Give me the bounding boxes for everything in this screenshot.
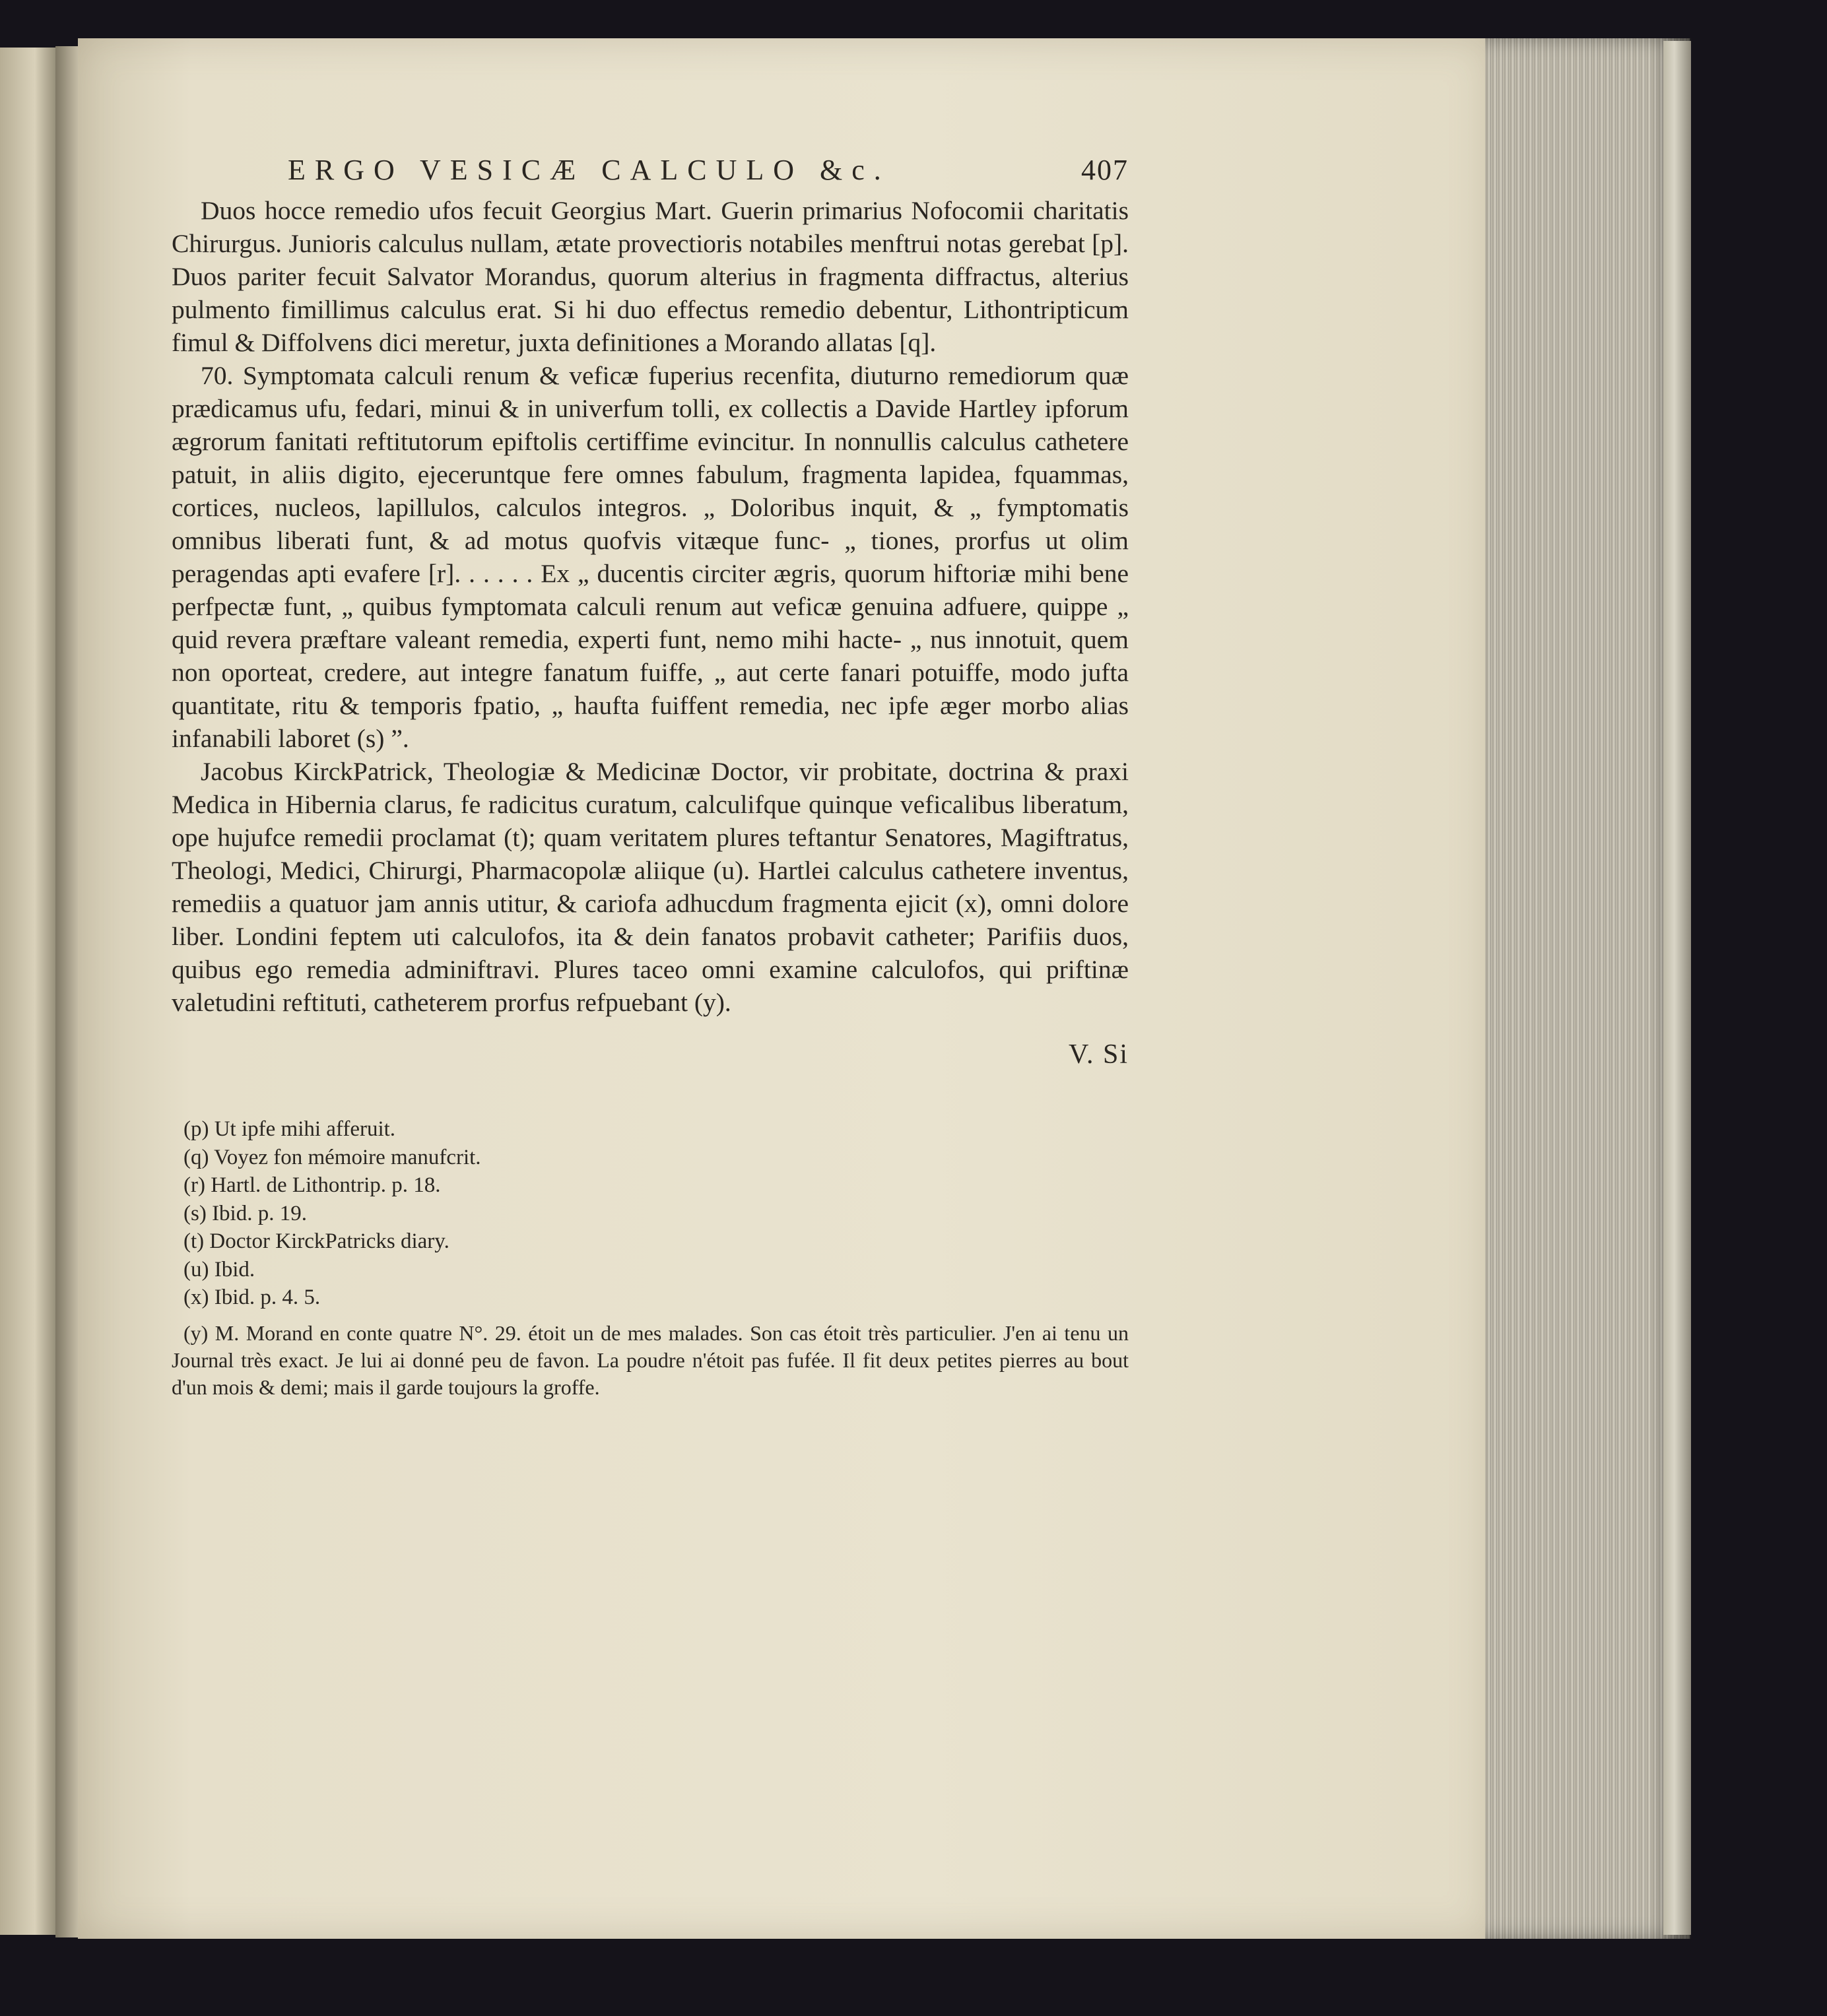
footnote-r: (r) Hartl. de Lithontrip. p. 18. <box>183 1173 441 1197</box>
paragraph-70-symptomata: 70. Symptomata calculi renum & veficæ fuperius recenfita, diuturno remediorum quæ prædicamus ufu, fedari, minui & in univerfum tolli, ex collectis a Davide Hartley ipforum ægrorum fanitati reftitutorum epiftolis certiffime evincitur. In nonnullis calculus cathetere patuit, in aliis digito, ejeceruntque fere omnes fabulum, fragmenta lapidea, fquammas, cortices, nucleos, lapillulos, calculos integros. „ Doloribus inquit, & „ fymptomatis omnibus liberati funt, & ad motus quofvis vitæque func- „ tiones, prorfus ut olim peragendas apti evafere [r]. . . . . . Ex „ ducentis circiter ægris, quorum hiftoriæ mihi bene perfpectæ funt, „ quibus fymptomata calculi renum aut veficæ genuina adfuere, quippe „ quid revera præftare valeant remedia, experti funt, nemo mihi hacte- „ nus innotuit, quem non oporteat, credere, aut integre fanatum fuiffe, „ aut certe fanari potuiffe, modo jufta quantitate, ritu & temporis fpatio, „ haufta fuiffent remedia, nec ipfe æger morbo alias infanabili laboret (s) ”. <box>172 361 1129 753</box>
paragraph-guerin-morand: Duos hocce remedio ufos fecuit Georgius Mart. Guerin primarius Nofocomii charitatis Chirurgus. Junioris calculus nullam, ætate provectioris notabiles menftrui notas gerebat [p]. Duos pariter fecuit Salvator Morandus, quorum alterius in fragmenta diffractus, alterius pulmento fimillimus calculus erat. Si hi duo effectus remedio debentur, Lithontripticum fimul & Diffolvens dici meretur, juxta definitiones a Morando allatas [q]. <box>172 196 1129 357</box>
footnote-s: (s) Ibid. p. 19. <box>183 1201 307 1225</box>
paragraph-kirckpatrick: Jacobus KirckPatrick, Theologiæ & Medicinæ Doctor, vir probitate, doctrina & praxi Medica in Hibernia clarus, fe radicitus curatum, calculifque quinque veficalibus liberatum, ope hujufce remedii proclamat (t); quam veritatem plures teftantur Senatores, Magiftratus, Theologi, Medici, Chirurgi, Pharmacopolæ aliique (u). Hartlei calculus cathetere inventus, remediis a quatuor jam annis utitur, & cariofa adhucdum fragmenta ejicit (x), omni dolore liber. Londini feptem uti calculofos, ita & dein fanatos probavit catheter; Parifiis duos, quibus ego remedia adminiftravi. Plures taceo omni examine calculofos, qui priftinæ valetudini reftituti, catheterem prorfus refpuebant (y). <box>172 757 1129 1017</box>
footnotes <box>172 1115 1129 1401</box>
footnote-p: (p) Ut ipfe mihi afferuit. <box>183 1117 396 1141</box>
footnote-x: (x) Ibid. p. 4. 5. <box>183 1285 321 1309</box>
book-cover-edge <box>1663 41 1691 1935</box>
running-title: ERGO VESICÆ CALCULO &c. <box>288 154 890 186</box>
page-number: 407 <box>1081 154 1129 186</box>
footnote-y: (y) M. Morand en conte quatre N°. 29. étoit un de mes malades. Son cas étoit très particulier. J'en ai tenu un Journal très exact. Je lui ai donné peu de favon. La poudre n'étoit pas fufée. Il fit deux petites pierres au bout d'un mois & demi; mais il garde toujours la groffe. <box>172 1320 1129 1399</box>
footnote-q: (q) Voyez fon mémoire manufcrit. <box>183 1145 481 1169</box>
footnote-u: (u) Ibid. <box>183 1257 255 1282</box>
main-text <box>172 194 1129 1019</box>
facing-page-edge <box>0 48 60 1935</box>
page-text-block <box>172 153 1129 1401</box>
footnote-t: (t) Doctor KirckPatricks diary. <box>183 1229 449 1253</box>
running-header <box>288 153 1129 194</box>
catchword: V. Si <box>1069 1039 1129 1070</box>
